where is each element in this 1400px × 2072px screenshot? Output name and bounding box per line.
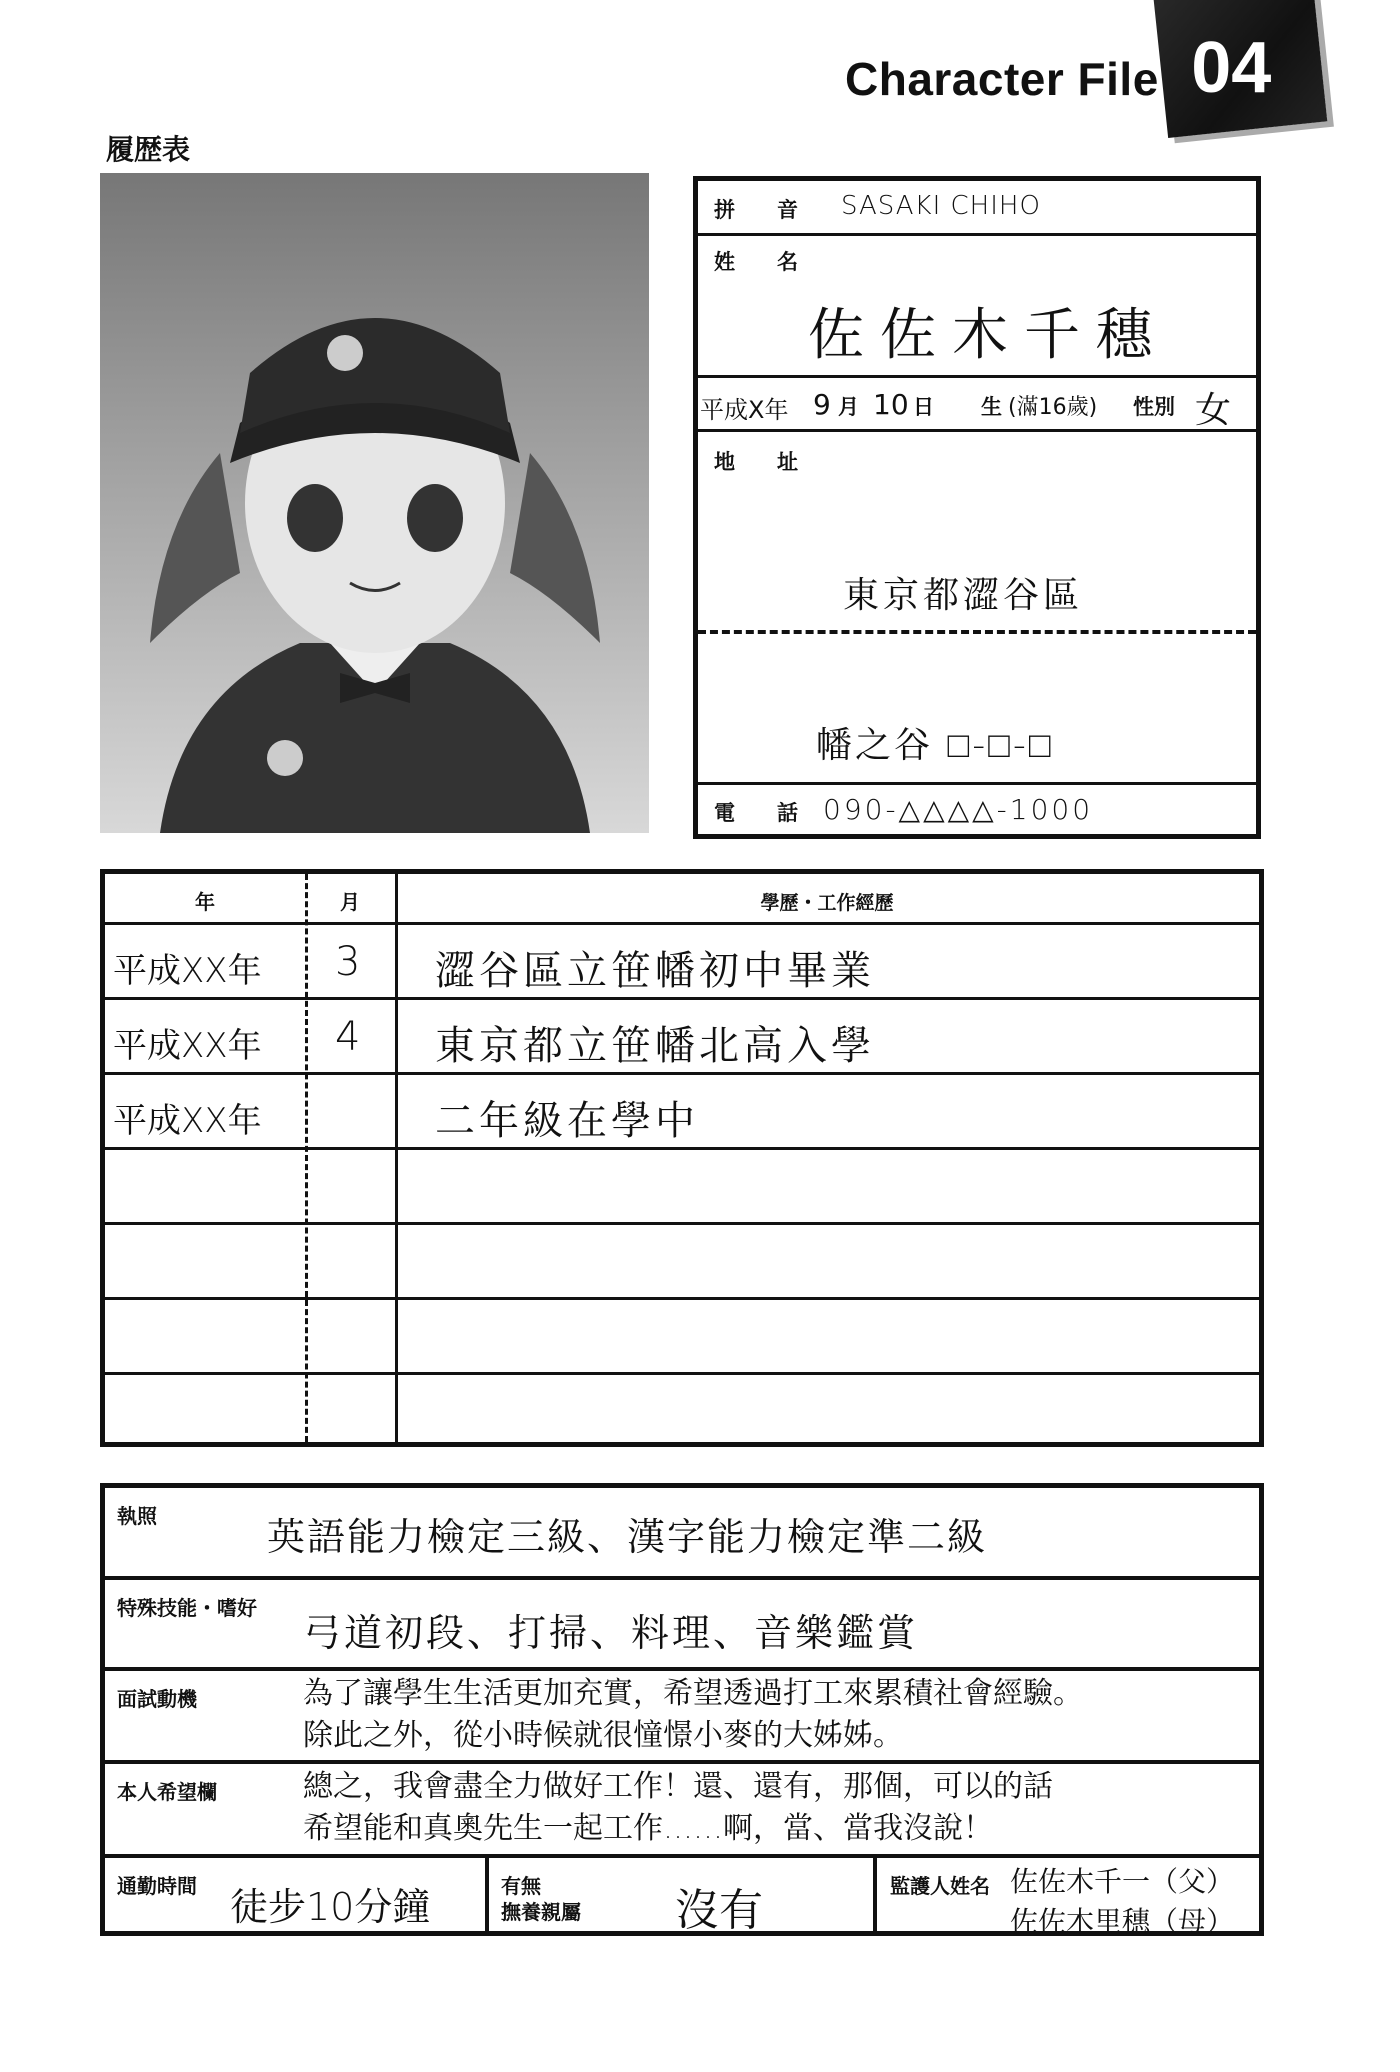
sex-label: 性別 xyxy=(1133,395,1175,419)
address-line2: 幡之谷 □-□-□ xyxy=(816,725,1054,766)
table-row xyxy=(105,922,1259,997)
guardian-mother: 佐佐木里穗（母） xyxy=(1010,1905,1235,1938)
commute-label: 通勤時間 xyxy=(117,1874,197,1898)
page-title: Character File xyxy=(845,53,1159,105)
row-month: 4 xyxy=(335,1014,361,1060)
phone-value: 090-△△△△-1000 xyxy=(823,793,1094,826)
table-row xyxy=(105,1072,1259,1147)
skills-value: 弓道初段、打掃、料理、音樂鑑賞 xyxy=(303,1611,919,1655)
address-line1: 東京都澀谷區 xyxy=(843,575,1084,616)
header-month: 月 xyxy=(340,890,360,914)
phone-row xyxy=(698,785,1256,839)
name-label: 姓 名 xyxy=(714,250,798,274)
character-photo xyxy=(100,173,649,833)
skills-row xyxy=(105,1576,1259,1667)
header-history: 學歷・工作經歷 xyxy=(760,892,894,914)
file-number: 04 xyxy=(1191,27,1272,108)
skills-label: 特殊技能・嗜好 xyxy=(117,1596,257,1620)
guardian-label: 監護人姓名 xyxy=(890,1874,990,1898)
row-year: 平成XX年 xyxy=(113,951,262,991)
pinyin-value: SASAKI CHIHO xyxy=(841,191,1041,221)
motive-row xyxy=(105,1667,1259,1760)
birth-month: 9 xyxy=(813,388,831,421)
wish-line1: 總之，我會盡全力做好工作！還、還有，那個，可以的話 xyxy=(303,1769,1053,1804)
name-row xyxy=(698,236,1256,378)
motive-line1: 為了讓學生生活更加充實，希望透過打工來累積社會經驗。 xyxy=(303,1676,1083,1711)
row-history: 澀谷區立笹幡初中畢業 xyxy=(435,948,875,994)
file-number-badge xyxy=(1153,0,1328,138)
table-row xyxy=(105,1297,1259,1372)
divider xyxy=(873,1858,877,1931)
bottom-row xyxy=(105,1854,1259,1938)
table-row xyxy=(105,1147,1259,1222)
divider xyxy=(485,1858,489,1931)
section-label: 履歴表 xyxy=(106,133,191,166)
qualifications-table xyxy=(100,1483,1264,1936)
motive-label: 面試動機 xyxy=(117,1687,197,1711)
guardian-father: 佐佐木千一（父） xyxy=(1010,1865,1235,1898)
wish-value xyxy=(303,1766,1053,1850)
birth-era: 平成X年 xyxy=(700,396,789,424)
address-divider xyxy=(698,630,1256,634)
education-history-table xyxy=(100,869,1264,1447)
birth-row xyxy=(698,378,1256,432)
table-row xyxy=(105,1222,1259,1297)
wish-line2: 希望能和真奧先生一起工作……啊，當、當我沒說！ xyxy=(303,1811,993,1846)
commute-value: 徒步10分鐘 xyxy=(230,1885,431,1929)
day-label: 日 xyxy=(913,395,934,419)
born-label: 生 xyxy=(981,395,1002,419)
address-label: 地 址 xyxy=(714,450,798,474)
table-row xyxy=(105,997,1259,1072)
address-row xyxy=(698,432,1256,785)
dependents-label: 有無 xyxy=(501,1874,541,1898)
motive-line2: 除此之外，從小時候就很憧憬小麥的大姊姊。 xyxy=(303,1718,903,1753)
sex-value: 女 xyxy=(1195,390,1232,431)
motive-value xyxy=(303,1673,1083,1757)
license-value: 英語能力檢定三級、漢字能力檢定準二級 xyxy=(267,1515,988,1559)
name-value: 佐佐木千穗 xyxy=(808,303,1168,368)
row-history: 二年級在學中 xyxy=(435,1098,699,1144)
birth-day: 10 xyxy=(873,388,909,421)
pinyin-label: 拼 音 xyxy=(714,198,798,222)
license-label: 執照 xyxy=(117,1504,157,1528)
license-row xyxy=(105,1488,1259,1578)
row-year: 平成XX年 xyxy=(113,1101,262,1141)
month-label: 月 xyxy=(838,395,859,419)
table-row xyxy=(105,1372,1259,1447)
personal-info-box xyxy=(693,176,1261,839)
pinyin-row xyxy=(698,181,1256,236)
row-month: 3 xyxy=(335,939,361,985)
age: (滿16歲) xyxy=(1008,395,1098,420)
row-year: 平成XX年 xyxy=(113,1026,262,1066)
wish-label: 本人希望欄 xyxy=(117,1780,217,1804)
wish-row xyxy=(105,1760,1259,1854)
phone-label: 電 話 xyxy=(714,801,798,825)
dependents-label-2: 撫養親屬 xyxy=(501,1900,581,1924)
header-year: 年 xyxy=(195,890,215,914)
row-history: 東京都立笹幡北高入學 xyxy=(435,1023,875,1069)
dependents-value: 沒有 xyxy=(675,1885,763,1936)
